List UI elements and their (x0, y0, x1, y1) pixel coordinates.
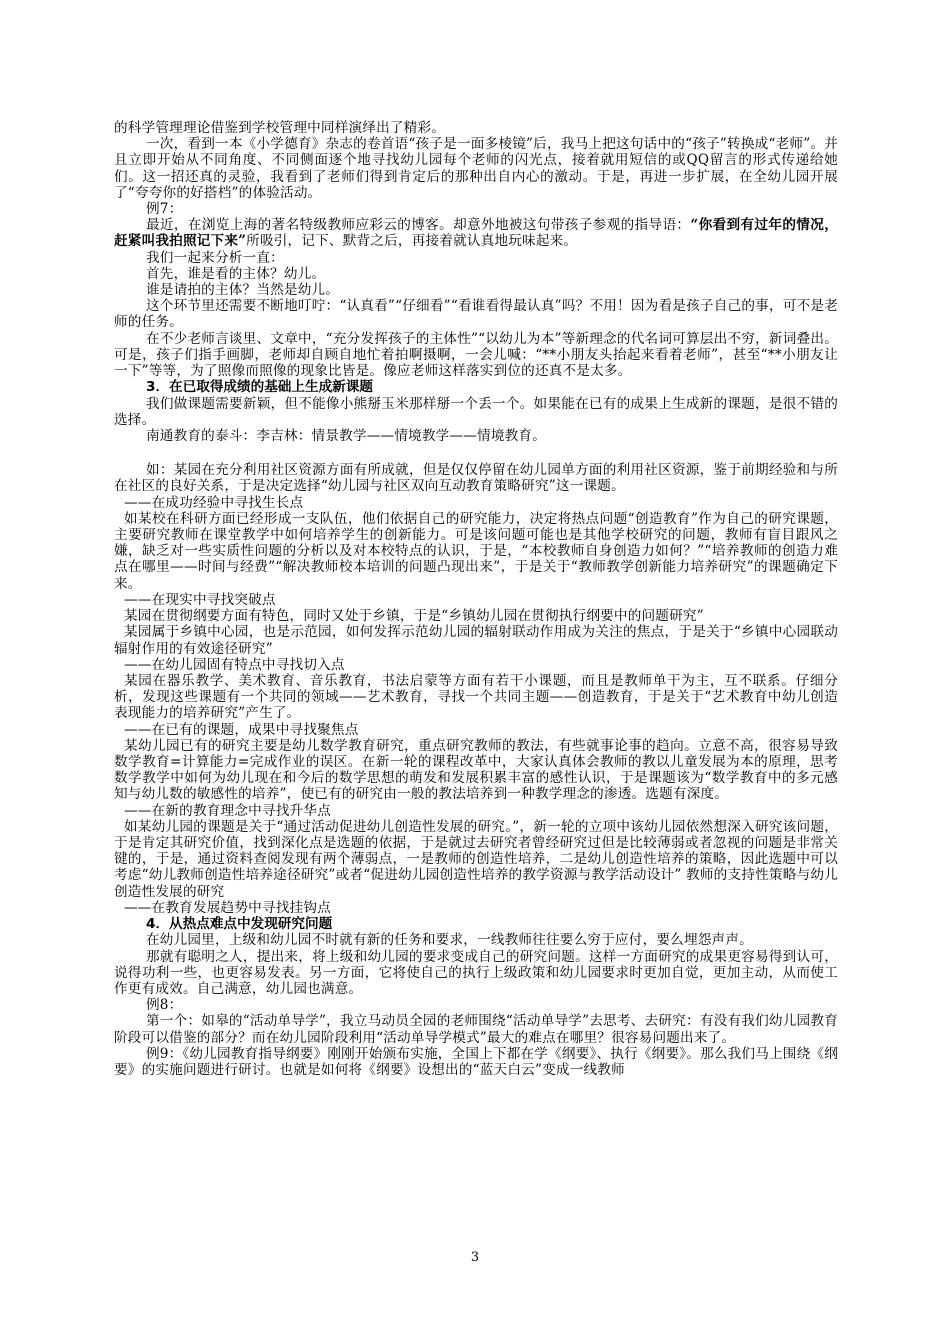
example-label: 例7： (146, 201, 183, 218)
paragraph (114, 217, 838, 249)
section-heading: 4．从热点难点中发现研究问题 (146, 915, 333, 932)
paragraph: 南通教育的泰斗：李吉林：情景教学——情境教学——情境教育。 (146, 428, 547, 445)
paragraph: 的科学管理理论借鉴到学校管理中同样演绎出了精彩。 (114, 120, 446, 136)
paragraph: 在不少老师言谈里、文章中，“充分发挥孩子的主体性”“以幼儿为本”等新理念的代名词可算层出不穷，新词叠出。可是，孩子们指手画脚，老师却自顾自地忙着拍啊摄啊，一会儿喊：“**小朋友头抬起来看着老师”，甚至“**小朋友让一下”等等，为了照像而照像的现象比皆是。像应老师这样落实到位的还真不是太多。 (114, 330, 838, 380)
paragraph: 某园在贯彻纲要方面有特色，同时又处于乡镇，于是“乡镇幼儿园在贯彻执行纲要中的问题研究” (124, 608, 704, 625)
paragraph-text: 最近，在浏览上海的著名特级教师应彩云的博客。却意外地被这句带孩子参观的指导语： (146, 217, 691, 234)
paragraph-text: 所吸引，记下、默背之后，再接着就认真地玩味起来。 (246, 233, 578, 250)
quoted-instruction: “你看到有过年的情况，赶紧叫我拍照记下来” (114, 217, 838, 250)
subheading-dash: ——在现实中寻找突破点 (124, 591, 276, 608)
paragraph: 在幼儿园里，上级和幼儿园不时就有新的任务和要求，一线教师往往要么穷于应付，要么埋怨声声。 (146, 932, 753, 949)
subheading-dash: ——在新的教育理念中寻找升华点 (124, 802, 331, 819)
paragraph: 某幼儿园已有的研究主要是幼儿数学教育研究，重点研究教师的教法，有些就事论事的趋向。立意不高，很容易导致数学教育=计算能力=完成作业的误区。在新一轮的课程改革中，大家认真体会教师的教以儿童发展为本的原理，思考数学教学中如何为幼儿现在和今后的数学思想的萌发和发展积累丰富的感性认识，于是课题该为“数学教育中的多元感知与幼儿数的敏感性的培养”，使已有的研究由一般的教法培养到一种教学理念的渗透。选题有深度。 (114, 737, 838, 803)
paragraph: 如某校在科研方面已经形成一支队伍，他们依据自己的研究能力，决定将热点问题“创造教育”作为自己的研究课题，主要研究教师在课堂教学中如何培养学生的创新能力。可是该问题可能也是其他学校研究的问题，教师有盲目跟风之嫌，缺乏对一些实质性问题的分析以及对本校特点的认识，于是，“本校教师自身创造力如何？”“培养教师的创造力难点在哪里——时间与经费”“解决教师校本培训的问题凸现出来”，于是关于“教师教学创新能力培养研究”的课题确定下来。 (114, 510, 838, 592)
page-number: 3 (470, 1250, 480, 1265)
document-body (114, 120, 838, 1078)
paragraph: 这个环节里还需要不断地叮咛：“认真看”“仔细看”“看谁看得最认真”吗？不用！因为看是孩子自己的事，可不是老师的任务。 (114, 298, 838, 331)
paragraph: 那就有聪明之人，提出来，将上级和幼儿园的要求变成自己的研究问题。这样一方面研究的成果更容易得到认可，说得功利一些，也更容易发表。另一方面，它将使自己的执行上级政策和幼儿园要求时更加自觉，更加主动，从而使工作更有成效。自己满意，幼儿园也满意。 (114, 948, 838, 997)
paragraph: 谁是请拍的主体？当然是幼儿。 (146, 282, 340, 299)
paragraph: 某园在器乐教学、美术教育、音乐教育，书法启蒙等方面有若干小课题，而且是教师单干为主，互不联系。仔细分析，发现这些课题有一个共同的领域——艺术教育，寻找一个共同主题——创造教育，于是关于“艺术教育中幼儿创造表现能力的培养研究”产生了。 (114, 672, 838, 722)
paragraph: 第一个：如皋的“活动单导学”，我立马动员全园的老师围绕“活动单导学”去思考、去研究：有没有我们幼儿园教育阶段可以借鉴的部分？而在幼儿园阶段利用“活动单导学模式”最大的难点在哪里？很容易问题出来了。 (114, 1013, 838, 1046)
section-heading: 3．在已取得成绩的基础上生成新课题 (146, 379, 373, 396)
paragraph: 如某幼儿园的课题是关于“通过活动促进幼儿创造性发展的研究。”，新一轮的立项中该幼儿园依然想深入研究该问题，于是肯定其研究价值，找到深化点是选题的依据，于是就过去研究者曾经研究过但是比较薄弱或者忽视的问题是非常关键的，于是，通过资料查阅发现有两个薄弱点，一是教师的创造性培养，二是幼儿创造性培养的策略，因此选题中可以考虑“幼儿教师创造性培养途径研究”或者“促进幼儿园创造性培养的教学资源与教学活动设计” 教师的支持性策略与幼儿创造性发展的研究 (114, 818, 838, 900)
blank-line (114, 444, 838, 462)
subheading-dash: ——在幼儿园固有特点中寻找切入点 (124, 656, 345, 673)
paragraph: 首先，谁是看的主体？幼儿。 (146, 265, 326, 282)
paragraph: 我们做课题需要新颖，但不能像小熊掰玉米那样掰一个丢一个。如果能在已有的成果上生成新的课题，是很不错的选择。 (114, 395, 838, 428)
example-label: 例8： (146, 997, 183, 1014)
subheading-dash: ——在成功经验中寻找生长点 (124, 494, 304, 511)
paragraph: 某园属于乡镇中心园，也是示范园，如何发挥示范幼儿园的辐射联动作用成为关注的焦点，于是关于“乡镇中心园联动辐射作用的有效途径研究” (114, 624, 838, 657)
subheading-dash: ——在教育发展趋势中寻找挂钩点 (124, 899, 331, 916)
paragraph: 如：某园在充分利用社区资源方面有所成就，但是仅仅停留在幼儿园单方面的利用社区资源，鉴于前期经验和与所在社区的良好关系，于是决定选择“幼儿园与社区双向互动教育策略研究”这一课题。 (114, 462, 838, 495)
subheading-dash: ——在已有的课题，成果中寻找聚焦点 (124, 721, 359, 738)
paragraph: 例9：《幼儿园教育指导纲要》刚刚开始颁布实施，全国上下都在学《纲要》、执行《纲要》。那么我们马上围绕《纲要》的实施问题进行研讨。也就是如何将《纲要》设想出的“蓝天白云”变成一线教师 (114, 1045, 838, 1078)
paragraph: 一次，看到一本《小学德育》杂志的卷首语“孩子是一面多棱镜”后，我马上把这句话中的“孩子”转换成“老师”。并且立即开始从不同角度、不同侧面逐个地寻找幼儿园每个老师的闪光点，接着就用短信的或QQ留言的形式传递给她们。这一招还真的灵验，我看到了老师们得到肯定后的那种出自内心的激动。于是，再进一步扩展，在全幼儿园开展了“夸夸你的好搭档”的体验活动。 (114, 136, 838, 201)
paragraph: 我们一起来分析一直： (146, 249, 284, 266)
